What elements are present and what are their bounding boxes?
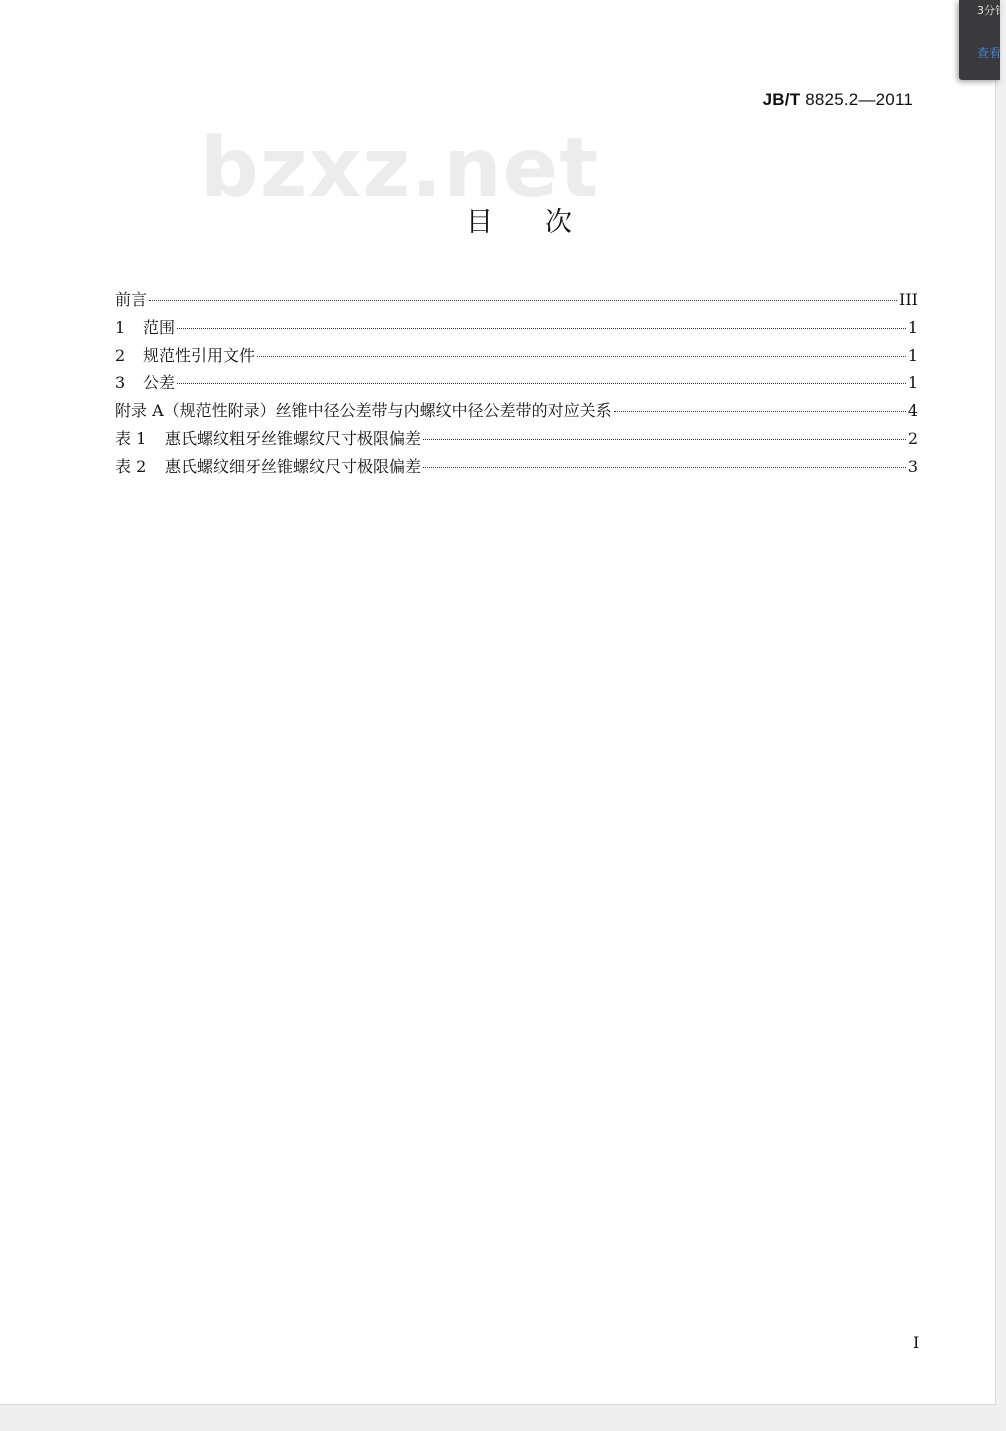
toc-entry-table-2[interactable] <box>115 454 918 482</box>
dot-leader <box>423 467 906 468</box>
toc-entry-scope[interactable] <box>115 315 918 343</box>
toc-entry-title: 范围 <box>143 317 176 337</box>
popup-view-link[interactable]: 查看 <box>977 46 1002 60</box>
toc-entry-title: 附录 A（规范性附录）丝锥中径公差带与内螺纹中径公差带的对应关系 <box>115 401 612 421</box>
toc-entry-page: 2 <box>907 428 918 448</box>
standard-number <box>763 90 913 110</box>
dot-leader <box>149 300 897 301</box>
toc-entry-title: 惠氏螺纹粗牙丝锥螺纹尺寸极限偏差 <box>165 428 422 448</box>
toc-entry-annex-a[interactable] <box>115 398 918 426</box>
dot-leader <box>614 411 906 412</box>
toc-entry-page: 1 <box>907 345 918 365</box>
toc-entry-page: 3 <box>907 456 918 476</box>
toc-entry-page: 1 <box>907 373 918 393</box>
toc-entry-table-1[interactable] <box>115 426 918 454</box>
standard-prefix: JB/T <box>762 90 801 109</box>
toc-entry-number: 3 <box>115 373 126 393</box>
toc-entry-title: 规范性引用文件 <box>143 345 256 365</box>
toc-entry-title: 惠氏螺纹细牙丝锥螺纹尺寸极限偏差 <box>165 456 422 476</box>
toc-entry-page: 4 <box>907 401 918 421</box>
toc-entry-page: 1 <box>907 317 918 337</box>
page-number: I <box>913 1333 920 1352</box>
toc-entry-title: 前言 <box>115 290 148 309</box>
toc-entry-tolerances[interactable] <box>115 370 918 398</box>
toc-entry-number: 表 1 <box>115 428 147 448</box>
popup-time-text: 3分钟 <box>977 4 1006 17</box>
reading-time-popup <box>959 0 1006 80</box>
dot-leader <box>257 356 906 357</box>
standard-code: 8825.2—2011 <box>805 90 913 109</box>
page-title: 目次 <box>466 207 624 238</box>
toc-entry-number: 表 2 <box>115 456 147 476</box>
dot-leader <box>177 328 906 329</box>
toc-entry-number: 2 <box>115 345 126 365</box>
dot-leader <box>177 383 906 384</box>
page-gap <box>0 1405 1000 1431</box>
toc-entry-page: III <box>899 290 918 309</box>
watermark: bzxz.net <box>200 121 600 216</box>
dot-leader <box>423 439 906 440</box>
toc-entry-normative-references[interactable] <box>115 343 918 371</box>
toc-entry-title: 公差 <box>143 373 176 393</box>
toc-entry-foreword[interactable] <box>115 287 918 315</box>
table-of-contents <box>115 287 918 482</box>
toc-entry-number: 1 <box>115 317 126 337</box>
